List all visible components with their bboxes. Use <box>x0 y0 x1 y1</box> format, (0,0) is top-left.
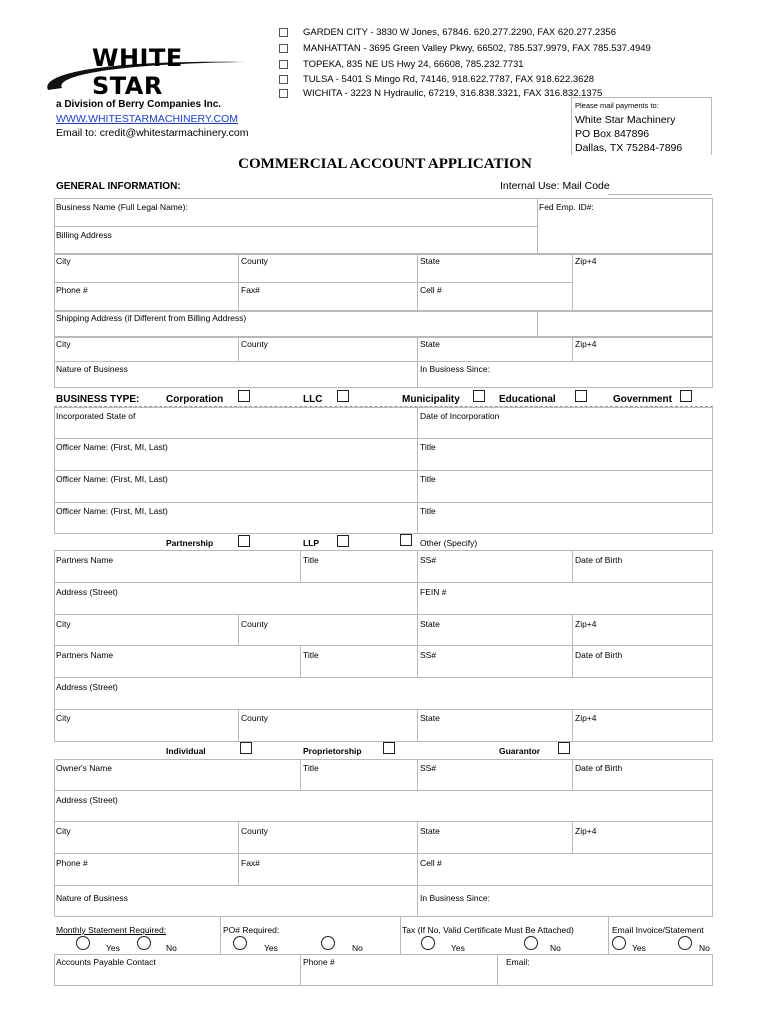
divider <box>417 645 418 677</box>
tax-yes-radio[interactable] <box>421 936 435 950</box>
government-checkbox[interactable] <box>680 390 692 402</box>
municipality-checkbox[interactable] <box>473 390 485 402</box>
title-label: Title <box>303 763 319 773</box>
divider <box>238 337 239 361</box>
guarantor-label: Guarantor <box>499 746 541 756</box>
since-label: In Business Since: <box>420 893 490 903</box>
officer-name-label: Officer Name: (First, MI, Last) <box>56 474 168 484</box>
educational-label: Educational <box>499 394 556 405</box>
divider <box>417 550 418 582</box>
municipality-label: Municipality <box>402 394 460 405</box>
llp-label: LLP <box>303 538 320 548</box>
branch-line: MANHATTAN - 3695 Green Valley Pkwy, 66502, 785.537.9979, FAX 785.537.4949 <box>303 43 651 54</box>
city-label: City <box>56 826 71 836</box>
other-checkbox[interactable] <box>400 534 412 546</box>
educational-checkbox[interactable] <box>575 390 587 402</box>
city-label: City <box>56 339 71 349</box>
dob-label: Date of Birth <box>575 555 623 565</box>
ss-label: SS# <box>420 763 437 773</box>
divider <box>400 917 401 954</box>
state-label: State <box>420 619 440 629</box>
mail-line1: White Star Machinery <box>575 114 676 126</box>
proprietorship-label: Proprietorship <box>303 746 362 756</box>
state-label: State <box>420 339 440 349</box>
title-label: Title <box>303 650 319 660</box>
monthly-yes-radio[interactable] <box>76 936 90 950</box>
divider <box>54 226 537 227</box>
general-heading: GENERAL INFORMATION: <box>56 181 181 192</box>
divider <box>54 853 713 854</box>
divider <box>572 645 573 677</box>
monthly-no-radio[interactable] <box>137 936 151 950</box>
divider <box>238 821 239 885</box>
fed-emp-label: Fed Emp. ID#: <box>539 202 594 212</box>
divider <box>417 709 418 742</box>
divider <box>417 337 418 388</box>
branch-checkbox[interactable] <box>279 28 288 37</box>
other-label: Other (Specify) <box>420 538 478 548</box>
no-label: No <box>699 943 710 953</box>
divider <box>572 709 573 742</box>
county-label: County <box>241 339 268 349</box>
form-title: COMMERCIAL ACCOUNT APPLICATION <box>238 156 532 172</box>
cell-label: Cell # <box>420 858 442 868</box>
branch-checkbox[interactable] <box>279 60 288 69</box>
divider <box>417 254 418 311</box>
branch-line: GARDEN CITY - 3830 W Jones, 67846. 620.277.2290, FAX 620.277.2356 <box>303 27 616 38</box>
phone-label: Phone # <box>56 858 88 868</box>
website-link[interactable]: WWW.WHITESTARMACHINERY.COM <box>56 113 238 125</box>
ap-email-label: Email: <box>506 957 530 967</box>
dob-label: Date of Birth <box>575 763 623 773</box>
po-required-label: PO# Required: <box>223 925 280 935</box>
mail-code-line <box>608 194 712 195</box>
city-label: City <box>56 713 71 723</box>
logo-text: WHITE STAR <box>92 44 183 100</box>
divider <box>238 254 239 311</box>
partners-name-label: Partners Name <box>56 555 114 565</box>
partnership-label: Partnership <box>166 538 214 548</box>
ss-label: SS# <box>420 650 437 660</box>
nature-label: Nature of Business <box>56 893 128 903</box>
fax-label: Fax# <box>241 858 260 868</box>
officer-name-label: Officer Name: (First, MI, Last) <box>56 506 168 516</box>
address-street-label: Address (Street) <box>56 795 118 805</box>
mail-heading: Please mail payments to: <box>575 101 659 110</box>
po-yes-radio[interactable] <box>233 936 247 950</box>
divider <box>537 198 538 254</box>
city-label: City <box>56 619 71 629</box>
ap-phone-label: Phone # <box>303 957 335 967</box>
divider <box>238 709 239 742</box>
since-label: In Business Since: <box>420 364 490 374</box>
divider <box>54 438 713 439</box>
no-label: No <box>352 943 363 953</box>
divider <box>300 550 301 582</box>
divider <box>220 917 221 954</box>
divider <box>417 407 418 534</box>
divider <box>54 361 713 362</box>
no-label: No <box>550 943 561 953</box>
branch-checkbox[interactable] <box>279 44 288 53</box>
divider <box>572 337 573 361</box>
llc-checkbox[interactable] <box>337 390 349 402</box>
ss-label: SS# <box>420 555 437 565</box>
llp-checkbox[interactable] <box>337 535 349 547</box>
state-label: State <box>420 713 440 723</box>
mail-payments-box <box>571 97 712 155</box>
yes-label: Yes <box>451 943 465 953</box>
billing-address-label: Billing Address <box>56 230 112 240</box>
shipping-address-label: Shipping Address (if Different from Billing Address) <box>56 313 247 323</box>
company-logo <box>40 40 250 102</box>
state-label: State <box>420 826 440 836</box>
branch-checkbox[interactable] <box>279 75 288 84</box>
county-label: County <box>241 713 268 723</box>
divider <box>54 582 713 583</box>
mail-line2: PO Box 847896 <box>575 128 650 140</box>
yes-label: Yes <box>632 943 646 953</box>
phone-label: Phone # <box>56 285 88 295</box>
division-text: a Division of Berry Companies Inc. <box>56 99 222 110</box>
corporation-checkbox[interactable] <box>238 390 250 402</box>
divider <box>417 582 418 614</box>
county-label: County <box>241 619 268 629</box>
business-type-heading: BUSINESS TYPE: <box>56 394 140 405</box>
divider <box>608 917 609 954</box>
partnership-grid[interactable] <box>54 550 713 742</box>
yes-label: Yes <box>264 943 278 953</box>
internal-use-label: Internal Use: Mail Code <box>500 180 610 192</box>
shipping-city-row[interactable] <box>54 337 713 388</box>
divider <box>300 954 301 986</box>
individual-grid[interactable] <box>54 759 713 917</box>
guarantor-checkbox[interactable] <box>558 742 570 754</box>
branch-line: TULSA - 5401 S Mingo Rd, 74146, 918.622.7787, FAX 918.622.3628 <box>303 74 595 85</box>
divider <box>417 759 418 790</box>
yes-label: Yes <box>106 943 120 953</box>
divider <box>572 821 573 853</box>
county-label: County <box>241 256 268 266</box>
fein-label: FEIN # <box>420 587 447 597</box>
monthly-statement-label: Monthly Statement Required: <box>56 925 167 935</box>
tax-label: Tax (If No, Valid Certificate Must Be Attached) <box>402 925 574 935</box>
divider <box>54 790 713 791</box>
zip-label: Zip+4 <box>575 256 597 266</box>
divider <box>572 550 573 582</box>
fax-label: Fax# <box>241 285 260 295</box>
date-incorporation-label: Date of Incorporation <box>420 411 500 421</box>
title-label: Title <box>303 555 319 565</box>
mail-line3: Dallas, TX 75284-7896 <box>575 142 683 154</box>
ap-contact-label: Accounts Payable Contact <box>56 957 156 967</box>
address-street-label: Address (Street) <box>56 682 118 692</box>
zip-label: Zip+4 <box>575 713 597 723</box>
divider <box>572 759 573 790</box>
divider <box>54 614 713 615</box>
cell-label: Cell # <box>420 285 442 295</box>
branch-checkbox[interactable] <box>279 89 288 98</box>
officer-title-label: Title <box>420 506 436 516</box>
divider <box>54 502 713 503</box>
divider <box>238 614 239 645</box>
owners-name-label: Owner's Name <box>56 763 112 773</box>
nature-label: Nature of Business <box>56 364 128 374</box>
divider <box>572 254 573 311</box>
individual-checkbox[interactable] <box>240 742 252 754</box>
dob-label: Date of Birth <box>575 650 623 660</box>
divider <box>54 709 713 710</box>
government-label: Government <box>613 394 672 405</box>
officer-title-label: Title <box>420 442 436 452</box>
zip-label: Zip+4 <box>575 619 597 629</box>
email-text: Email to: credit@whitestarmachinery.com <box>56 127 249 139</box>
corporation-label: Corporation <box>166 394 224 405</box>
address-street-label: Address (Street) <box>56 587 118 597</box>
divider <box>54 282 572 283</box>
branch-line: TOPEKA, 835 NE US Hwy 24, 66608, 785.232.7731 <box>303 59 524 70</box>
divider <box>54 645 713 646</box>
branch-line: WICHITA - 3223 N Hydraulic, 67219, 316.838.3321, FAX 316.832.1375 <box>303 88 603 99</box>
zip-label: Zip+4 <box>575 826 597 836</box>
email-invoice-no-radio[interactable] <box>678 936 692 950</box>
proprietorship-checkbox[interactable] <box>383 742 395 754</box>
business-name-label: Business Name (Full Legal Name): <box>56 202 188 212</box>
partnership-checkbox[interactable] <box>238 535 250 547</box>
divider <box>537 311 538 337</box>
incorporated-state-label: Incorporated State of <box>56 411 136 421</box>
divider <box>417 614 418 645</box>
llc-label: LLC <box>303 394 323 405</box>
divider <box>54 885 713 886</box>
city-label: City <box>56 256 71 266</box>
individual-label: Individual <box>166 746 206 756</box>
officer-name-label: Officer Name: (First, MI, Last) <box>56 442 168 452</box>
divider <box>497 954 498 986</box>
tax-no-radio[interactable] <box>524 936 538 950</box>
officer-title-label: Title <box>420 474 436 484</box>
divider <box>54 821 713 822</box>
no-label: No <box>166 943 177 953</box>
email-invoice-yes-radio[interactable] <box>612 936 626 950</box>
divider <box>300 759 301 790</box>
partners-name-label: Partners Name <box>56 650 114 660</box>
divider <box>572 614 573 645</box>
county-label: County <box>241 826 268 836</box>
zip-label: Zip+4 <box>575 339 597 349</box>
email-invoice-label: Email Invoice/Statement <box>612 925 704 935</box>
state-label: State <box>420 256 440 266</box>
divider <box>300 645 301 677</box>
divider <box>417 821 418 917</box>
po-no-radio[interactable] <box>321 936 335 950</box>
divider <box>54 470 713 471</box>
divider <box>54 677 713 678</box>
